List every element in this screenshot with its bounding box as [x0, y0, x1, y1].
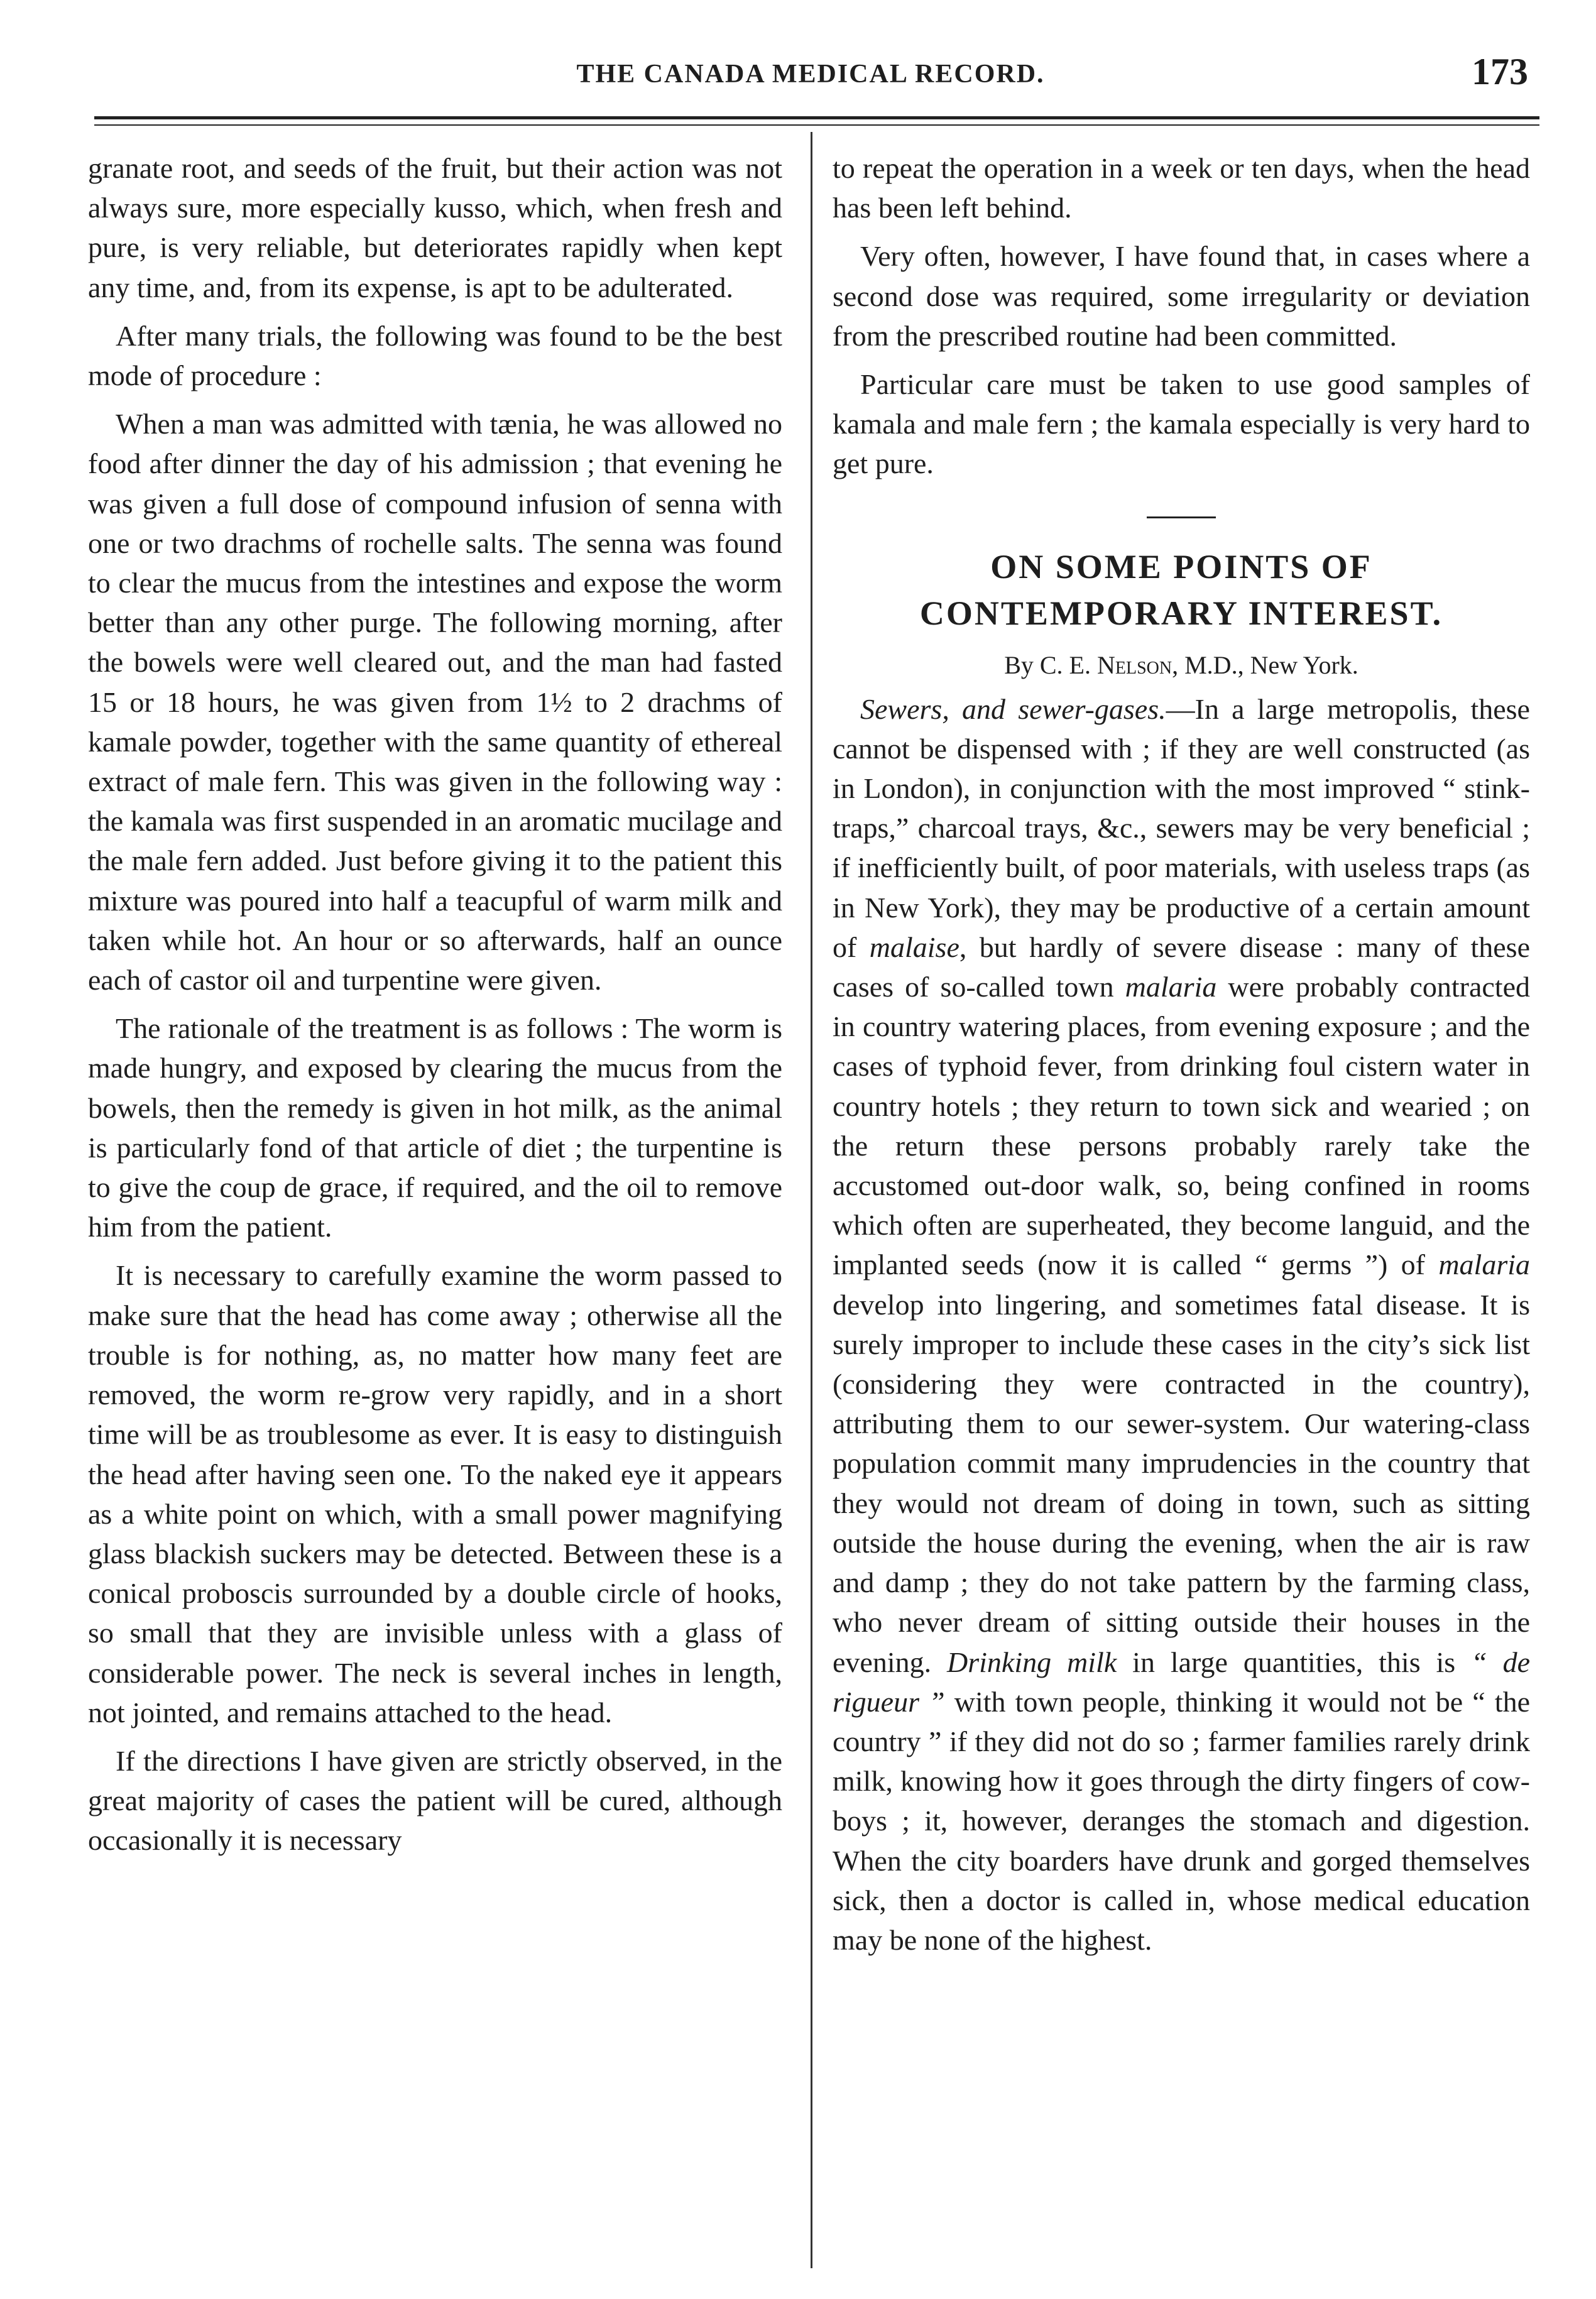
- column-divider: [811, 132, 812, 2268]
- italic-term: malaise: [869, 931, 959, 963]
- left-column: [88, 148, 782, 1860]
- byline: [833, 648, 1530, 683]
- header-rule-thick: [94, 116, 1539, 119]
- text-run: with town people, thinking it would not be “ the country ” if they did not do so ; farmer families rarely drink milk, knowing how it goes through the dirty fingers of cow-boys ; it, however, deranges the stomach and digestion. When the city boarders have drunk and gorged themselves sick, then a doctor is called in, whose medical education may be none of the highest.: [833, 1685, 1530, 1956]
- byline-by: By: [1004, 650, 1034, 679]
- byline-affiliation: , M.D., New York.: [1172, 650, 1358, 679]
- right-column: [833, 148, 1530, 1960]
- paragraph: It is necessary to carefully examine the worm passed to make sure that the head has come away ; otherwise all the trouble is for nothing, as, no matter how many feet are removed, the worm re-grow very rapidly, and in a short time will be as troublesome as ever. It is easy to distinguish the head after having seen one. To the naked eye it appears as a white point on which, with a small power magnifying glass blackish suckers may be detected. Between these is a conical proboscis surrounded by a double circle of hooks, so small that they are invisible unless with a glass of considerable power. The neck is several inches in length, not jointed, and remains attached to the head.: [88, 1259, 782, 1728]
- paragraph: When a man was admitted with tænia, he was allowed no food after dinner the day of his admission ; that evening he was given a full dose of compound infusion of senna with one or two drachms of rochelle salts. The senna was found to clear the mucus from the intestines and expose the worm better than any other purge. The following morning, after the bowels were well cleared out, and the man had fasted 15 or 18 hours, he was given from 1½ to 2 drachms of kamale powder, together with the same quantity of ethereal extract of male fern. This was given in the following way : the kamala was first suspended in an aromatic mucilage and the male fern added. Just before giving it to the patient this mixture was poured into half a teacupful of warm milk and taken while hot. An hour or so afterwards, half an ounce each of castor oil and turpentine were given.: [88, 408, 782, 997]
- paragraph: After many trials, the following was found to be the best mode of procedure :: [88, 319, 782, 392]
- paragraph: If the directions I have given are strictly observed, in the great majority of cases the patient will be cured, although occasionally it is necessary: [88, 1744, 782, 1857]
- text-run: develop into lingering, and sometimes fatal disease. It is surely improper to include these cases in the city’s sick list (considering they were contracted in the country), attributing them to our sewer-system. Our watering-class population commit many imprudencies in the country that they would not dream of doing in town, such as sitting outside the house during the evening, when the air is raw and damp ; they do not take pattern by the farming class, who never dream of sitting outside their houses in the evening.: [833, 1288, 1530, 1678]
- text-run: , but hardly of severe disease : many of these cases of so-called town: [833, 931, 1531, 1003]
- page-number: 173: [1472, 51, 1528, 92]
- article-paragraph: [833, 689, 1530, 1960]
- running-head: THE CANADA MEDICAL RECORD.: [576, 60, 1045, 89]
- section-divider: [1147, 516, 1216, 518]
- italic-term: malaria: [1438, 1248, 1530, 1281]
- italic-term: Drinking milk: [947, 1646, 1117, 1678]
- paragraph: Particular care must be taken to use good samples of kamala and male fern ; the kamala especially is very hard to get pure.: [833, 368, 1530, 480]
- page-header: [88, 50, 1533, 101]
- italic-term: “ de rigueur ”: [833, 1646, 1531, 1718]
- paragraph: granate root, and seeds of the fruit, but their action was not always sure, more especially kusso, which, when fresh and pure, is very reliable, but deteriorates rapidly when kept any time, and, from its expense, is apt to be adulterated.: [88, 152, 782, 303]
- text-run: in large quantities, this is: [1117, 1646, 1472, 1678]
- paragraph: to repeat the operation in a week or ten days, when the head has been left behind.: [833, 152, 1530, 224]
- text-run: were probably contracted in country watering places, from evening exposure ; and the cases of typhoid fever, from drinking foul cistern water in country hotels ; they return to town sick and wearied ; on the return these persons probably rarely take the accustomed out-door walk, so, being confined in rooms which often are superheated, they become languid, and the implanted seeds (now it is called “ germs ”) of: [833, 971, 1530, 1281]
- byline-author: C. E. Nelson: [1039, 650, 1172, 679]
- italic-term: malaria: [1125, 971, 1217, 1003]
- text-run: —In a large metropolis, these cannot be dispensed with ; if they are well constructed (as in London), in conjunction with the most improved “ stink-traps,” charcoal trays, &c., sewers may be very beneficial ; if inefficiently built, of poor materials, with useless traps (as in New York), they may be productive of a certain amount of: [833, 692, 1530, 963]
- paragraph: The rationale of the treatment is as follows : The worm is made hungry, and exposed by clearing the mucus from the bowels, then the remedy is given in hot milk, as the animal is particularly fond of that article of diet ; the turpentine is to give the coup de grace, if required, and the oil to remove him from the patient.: [88, 1012, 782, 1243]
- header-rule-thin: [94, 124, 1539, 126]
- article-title: ON SOME POINTS OF CONTEMPORARY INTEREST.: [919, 547, 1443, 632]
- paragraph: Very often, however, I have found that, in cases where a second dose was required, some irregularity or deviation from the prescribed routine had been committed.: [833, 240, 1530, 352]
- lead-in-heading: Sewers, and sewer-gases.: [860, 692, 1166, 725]
